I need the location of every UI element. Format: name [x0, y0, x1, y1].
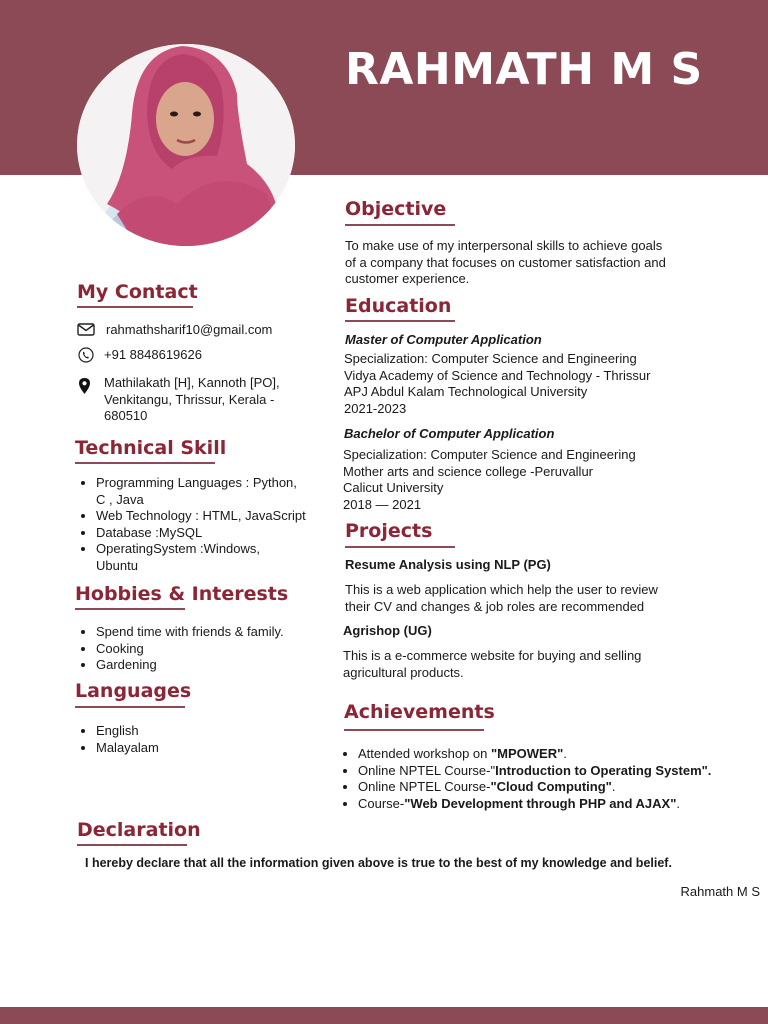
education-line: Specialization: Computer Science and Engineering	[344, 351, 637, 366]
achievement-item	[358, 796, 768, 813]
declaration-text: I hereby declare that all the information given above is true to the best of my knowledge and belief.	[85, 856, 672, 870]
achievement-text: .	[611, 779, 616, 794]
footer-bar	[0, 1007, 768, 1024]
skill-item	[96, 541, 346, 574]
languages-heading-rule	[75, 706, 185, 708]
language-item: • Malayalam	[96, 740, 346, 757]
project-line: their CV and changes & job roles are recommended	[345, 598, 645, 614]
technical-skill-heading: Technical Skill	[75, 437, 227, 459]
achievement-item	[358, 763, 768, 780]
achievement-text: Attended workshop on	[358, 746, 491, 761]
skill-text: Database :MySQL	[96, 524, 203, 540]
projects-heading: Projects	[345, 520, 433, 542]
contact-address	[104, 375, 280, 425]
education-line: Specialization: Computer Science and Engineering	[343, 447, 636, 462]
objective-line: of a company that focuses on customer satisfaction and	[345, 254, 666, 270]
project-title: Agrishop (UG)	[343, 623, 432, 638]
achievement-item	[358, 746, 768, 763]
hobbies-heading: Hobbies & Interests	[75, 583, 289, 605]
achievements-heading-rule	[344, 729, 484, 731]
languages-list	[75, 723, 346, 756]
achievement-highlight: "Web Development through PHP and AJAX"	[404, 795, 677, 811]
technical-skill-list	[75, 475, 346, 574]
education-line: APJ Abdul Kalam Technological University	[344, 384, 588, 399]
objective-heading-rule	[345, 224, 455, 226]
technical-skill-heading-rule	[75, 462, 215, 464]
language-item: • English	[96, 723, 346, 740]
skill-text: OperatingSystem :Windows,	[96, 541, 261, 556]
education-line: 2018 — 2021	[343, 496, 422, 512]
achievements-heading: Achievements	[344, 701, 495, 723]
signature-name: Rahmath M S	[680, 884, 760, 899]
project-line: This is a e-commerce website for buying and selling	[343, 648, 642, 663]
phone-icon	[78, 347, 94, 363]
skill-item	[96, 525, 346, 542]
objective-text	[345, 238, 725, 288]
email-icon	[77, 323, 95, 336]
skill-text: Ubuntu	[96, 557, 138, 573]
education-degree: Bachelor of Computer Application	[344, 426, 555, 441]
achievement-text: .	[676, 795, 680, 811]
project-description	[343, 648, 723, 681]
education-heading-rule	[345, 320, 455, 322]
contact-phone[interactable]: +91 8848619626	[104, 347, 202, 362]
education-degree: Master of Computer Application	[345, 332, 542, 347]
education-line: Vidya Academy of Science and Technology - Thrissur	[344, 367, 651, 383]
projects-heading-rule	[345, 546, 455, 548]
hobbies-list	[75, 624, 346, 674]
hobby-item: • Gardening	[96, 657, 346, 674]
project-line: This is a web application which help the user to review	[345, 582, 658, 597]
achievement-item	[358, 779, 768, 796]
contact-email[interactable]: rahmathsharif10@gmail.com	[106, 322, 273, 337]
hobby-item: • Spend time with friends & family.	[96, 624, 346, 641]
address-line: Mathilakath [H], Kannoth [PO],	[104, 375, 280, 390]
education-details	[344, 351, 724, 417]
achievement-highlight: Introduction to Operating System".	[495, 762, 712, 778]
achievement-highlight: "MPOWER"	[490, 746, 564, 761]
objective-line: To make use of my interpersonal skills to achieve goals	[345, 238, 663, 253]
achievement-text: Online NPTEL Course-	[358, 779, 491, 794]
achievements-list	[337, 746, 768, 812]
skill-item	[96, 475, 346, 508]
education-line: 2021-2023	[344, 400, 407, 416]
contact-heading: My Contact	[77, 281, 198, 303]
objective-line: customer experience.	[345, 271, 470, 286]
profile-photo	[77, 44, 295, 246]
declaration-heading-rule	[77, 844, 187, 846]
achievement-highlight: "Cloud Computing"	[490, 779, 612, 794]
project-line: agricultural products.	[343, 664, 464, 680]
achievement-text: Online NPTEL Course-"	[358, 762, 496, 778]
objective-heading: Objective	[345, 198, 447, 220]
project-description	[345, 582, 725, 615]
education-heading: Education	[345, 295, 452, 317]
contact-heading-rule	[77, 306, 193, 308]
skill-item	[96, 508, 346, 525]
address-line: 680510	[104, 408, 148, 423]
declaration-heading: Declaration	[77, 819, 201, 841]
education-line: Calicut University	[343, 480, 444, 495]
skill-text: Web Technology : HTML, JavaScript	[96, 508, 306, 523]
profile-photo-illustration	[77, 44, 295, 246]
hobby-item: • Cooking	[96, 641, 346, 658]
candidate-name: RAHMATH M S	[345, 44, 703, 95]
education-line: Mother arts and science college -Peruvallur	[343, 463, 594, 479]
achievement-text: Course-	[358, 795, 405, 811]
skill-text: Programming Languages : Python,	[96, 475, 297, 490]
education-details	[343, 447, 723, 513]
skill-text: C , Java	[96, 491, 144, 507]
location-pin-icon	[78, 377, 91, 395]
project-title: Resume Analysis using NLP (PG)	[345, 557, 551, 572]
hobbies-heading-rule	[75, 608, 185, 610]
achievement-text: .	[563, 746, 567, 761]
address-line: Venkitangu, Thrissur, Kerala -	[104, 391, 275, 407]
languages-heading: Languages	[75, 680, 192, 702]
